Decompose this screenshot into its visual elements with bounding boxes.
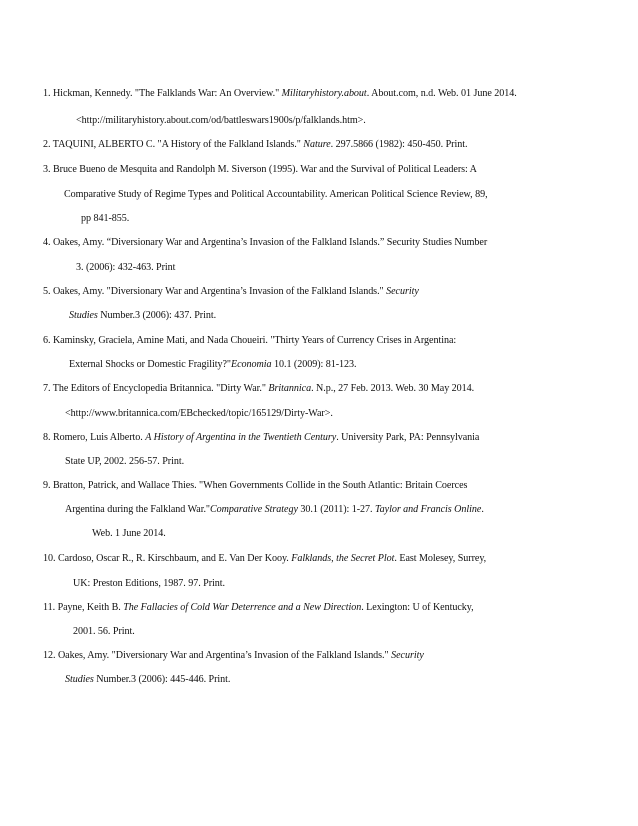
reference-line [43, 479, 467, 492]
text: 30.1 (2011): 1-27. [297, 504, 375, 515]
reference-line [76, 261, 175, 274]
reference-line [65, 455, 184, 468]
text: Argentina during the Falkland War." [65, 504, 210, 515]
reference-line [43, 163, 477, 176]
text-italic: Falklands, the Secret Plot [291, 553, 395, 564]
reference-line [43, 431, 479, 444]
reference-line [76, 114, 366, 127]
text: State UP, 2002. 256-57. Print. [65, 456, 185, 467]
text-italic: Security [386, 286, 419, 297]
text-italic: Taylor and Francis Online [375, 504, 482, 515]
text: 5. Oakes, Amy. "Diversionary War and Argentina’s Invasion of the Falkland Islands." [43, 286, 387, 297]
text: Number.3 (2006): 437. Print. [97, 310, 217, 321]
text: . N.p., 27 Feb. 2013. Web. 30 May 2014. [311, 383, 475, 394]
reference-line [43, 334, 456, 347]
reference-line [73, 625, 135, 638]
reference-line [43, 87, 517, 100]
text-italic: Economia [230, 359, 272, 370]
url-text: <http://militaryhistory.about.com/od/battleswars1900s/p/falklands.htm>. [76, 115, 366, 126]
text: . Lexington: U of Kentucky, [361, 602, 474, 613]
reference-line [65, 673, 230, 686]
reference-line [43, 285, 419, 298]
text: 6. Kaminsky, Graciela, Amine Mati, and Nada Choueiri. "Thirty Years of Currency Crises in Argentina: [43, 335, 457, 346]
text-italic: Militaryhistory.about [281, 88, 367, 99]
text: Number.3 (2006): 445-446. Print. [93, 674, 231, 685]
reference-line [64, 188, 488, 201]
text-italic: Britannica [268, 383, 312, 394]
reference-line [43, 552, 486, 565]
text-italic: Studies [69, 310, 98, 321]
text: 2. TAQUINI, ALBERTO C. "A History of the Falkland Islands." [43, 139, 304, 150]
url-text: <http://www.britannica.com/EBchecked/topic/165129/Dirty-War>. [65, 408, 333, 419]
text-italic: The Fallacies of Cold War Deterrence and a New Direction [123, 602, 362, 613]
text: 9. Bratton, Patrick, and Wallace Thies. "When Governments Collide in the South Atlantic: Britain Coerces [43, 480, 468, 491]
text: pp 841-855. [81, 213, 130, 224]
text: External Shocks or Domestic Fragility?" [69, 359, 231, 370]
text: 7. The Editors of Encyclopedia Britannica. "Dirty War." [43, 383, 269, 394]
reference-line [69, 358, 357, 371]
text-italic: A History of Argentina in the Twentieth Century [145, 432, 337, 443]
text-italic: Studies [65, 674, 94, 685]
text: 10. Cardoso, Oscar R., R. Kirschbaum, and E. Van Der Kooy. [43, 553, 292, 564]
reference-line [69, 309, 216, 322]
text: . [481, 504, 484, 515]
text-italic: Security [391, 650, 424, 661]
reference-line [43, 236, 487, 249]
text: . 297.5866 (1982): 450-450. Print. [330, 139, 468, 150]
text: 1. Hickman, Kennedy. "The Falklands War: An Overview." [43, 88, 282, 99]
reference-line [43, 382, 474, 395]
text: . About.com, n.d. Web. 01 June 2014. [366, 88, 517, 99]
text: 8. Romero, Luis Alberto. [43, 432, 146, 443]
reference-line [65, 407, 333, 420]
text: Comparative Study of Regime Types and Political Accountability. American Political Science Review, 89, [64, 189, 488, 200]
reference-line [81, 212, 129, 225]
text-italic: Comparative Strategy [210, 504, 298, 515]
text: Web. 1 June 2014. [92, 528, 166, 539]
text: 2001. 56. Print. [73, 626, 135, 637]
reference-line [92, 527, 166, 540]
text: UK: Preston Editions, 1987. 97. Print. [73, 578, 226, 589]
reference-line [43, 649, 424, 662]
text: 10.1 (2009): 81-123. [271, 359, 357, 370]
text: . East Molesey, Surrey, [394, 553, 487, 564]
reference-line [43, 601, 474, 614]
text: 3. Bruce Bueno de Mesquita and Randolph M. Siverson (1995). War and the Survival of Political Leaders: A [43, 164, 477, 175]
text: . University Park, PA: Pennsylvania [336, 432, 480, 443]
reference-line [43, 138, 467, 151]
reference-line [73, 577, 225, 590]
text: 4. Oakes, Amy. “Diversionary War and Argentina’s Invasion of the Falkland Islands.” Security Studies Number [43, 237, 488, 248]
text: 11. Payne, Keith B. [43, 602, 124, 613]
reference-line [65, 503, 484, 516]
text-italic: Nature [303, 139, 331, 150]
text: 12. Oakes, Amy. "Diversionary War and Argentina’s Invasion of the Falkland Islands." [43, 650, 392, 661]
text: 3. (2006): 432-463. Print [76, 262, 176, 273]
